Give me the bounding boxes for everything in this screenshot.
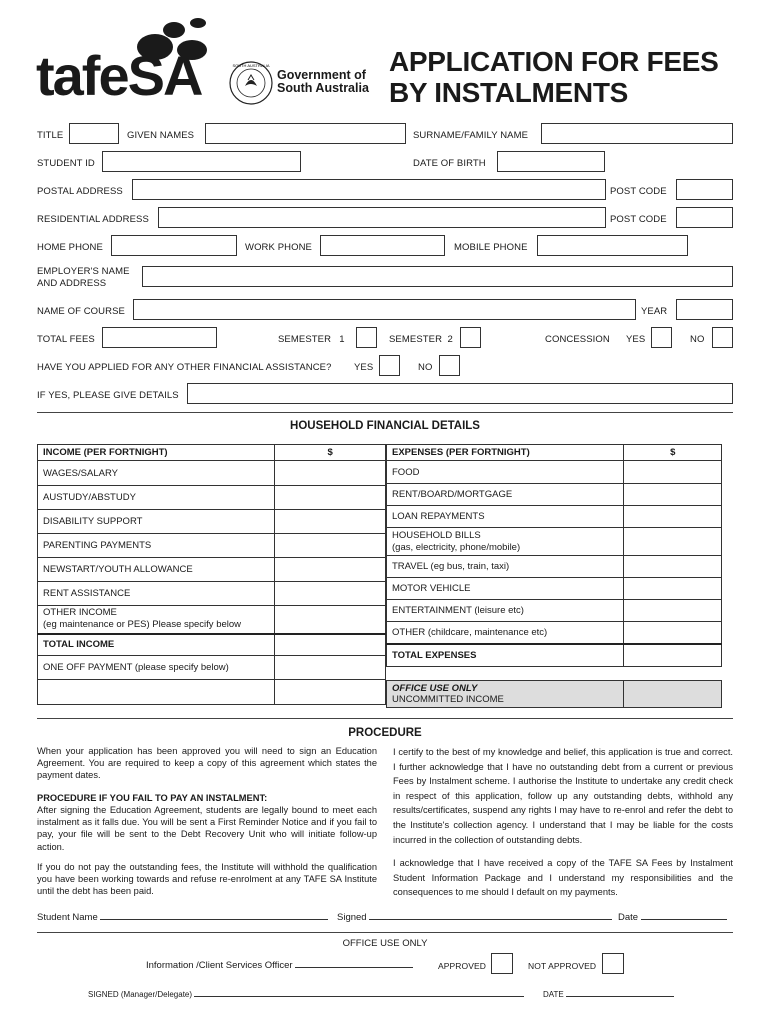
expenses-header: EXPENSES (PER FORTNIGHT) — [387, 445, 624, 461]
table-row — [387, 600, 722, 622]
assistance-yes-checkbox[interactable] — [379, 355, 400, 376]
given-names-field[interactable] — [205, 123, 406, 144]
date-label: Date — [618, 912, 639, 923]
table-row — [38, 606, 386, 634]
mobile-phone-label: MOBILE PHONE — [454, 242, 528, 253]
income-label: RENT ASSISTANCE — [38, 582, 275, 606]
logo-text: tafeSA — [36, 44, 202, 107]
table-row — [387, 578, 722, 600]
income-label: PARENTING PAYMENTS — [38, 534, 275, 558]
postal-address-field[interactable] — [132, 179, 606, 200]
other-income-label — [38, 606, 275, 634]
surname-label: SURNAME/FAMILY NAME — [413, 130, 529, 141]
income-table — [37, 444, 386, 705]
date-line — [618, 912, 727, 923]
concession-no-checkbox[interactable] — [712, 327, 733, 348]
total-income-row — [38, 634, 386, 656]
expense-label: OTHER (childcare, maintenance etc) — [387, 622, 624, 644]
government-name — [277, 69, 369, 95]
table-row — [387, 528, 722, 556]
post-code-label: POST CODE — [610, 186, 667, 197]
table-row — [387, 622, 722, 644]
procedure-left-p2: After signing the Education Agreement, students are legally bound to meet each instalment as it falls due. You will be sent a First Reminder Notice and if you fail to pay, your file will be sent to the Debt Recovery Unit who will initiate follow-up action. — [37, 805, 377, 852]
income-label: NEWSTART/YOUTH ALLOWANCE — [38, 558, 275, 582]
expense-amount-field[interactable] — [624, 528, 722, 556]
signature-field[interactable] — [369, 919, 612, 920]
procedure-left-p3: If you do not pay the outstanding fees, the Institute will withhold the qualification you have been working towards and refuse re-enrolment at any TAFE SA Institute until the debt has been paid. — [37, 862, 377, 897]
procedure-right-p1: I certify to the best of my knowledge and belief, this application is true and correct. I further acknowledge that I have no outstanding debt from a current or previous Fees by Instalment scheme. I authorise the Institute to undertake any credit check in respect of this application, follow up any outstanding debts, withhold any results/certificates, suspend any rights I may have to re-enrol and refer the debt to the Institute's collection agency. I understand that I may be liable for the costs incurred in the collection of outstanding debts. — [393, 747, 733, 845]
title-field[interactable] — [69, 123, 119, 144]
expense-label: FOOD — [387, 461, 624, 484]
assistance-no-checkbox[interactable] — [439, 355, 460, 376]
income-label: WAGES/SALARY — [38, 461, 275, 486]
expense-label: TRAVEL (eg bus, train, taxi) — [387, 556, 624, 578]
concession-yes-label: YES — [626, 334, 646, 345]
total-expenses-label: TOTAL EXPENSES — [387, 644, 624, 667]
office-use-label — [387, 681, 624, 708]
officer-field[interactable] — [295, 967, 413, 968]
expense-label: ENTERTAINMENT (leisure etc) — [387, 600, 624, 622]
expense-label: MOTOR VEHICLE — [387, 578, 624, 600]
table-row — [38, 656, 386, 680]
post-code2-label: POST CODE — [610, 214, 667, 225]
student-name-label: Student Name — [37, 912, 98, 923]
table-row — [38, 558, 386, 582]
procedure-heading: PROCEDURE — [348, 727, 422, 739]
expense-amount-field[interactable] — [624, 556, 722, 578]
sa-government-seal-icon — [228, 60, 274, 106]
income-header: INCOME (PER FORTNIGHT) — [38, 445, 275, 461]
gov-line1: Government of — [277, 68, 366, 82]
post-code-field[interactable] — [676, 179, 733, 200]
expenses-table — [386, 444, 722, 667]
manager-signed-label: SIGNED (Manager/Delegate) — [88, 990, 193, 999]
income-amount-field[interactable] — [275, 680, 386, 705]
income-label: AUSTUDY/ABSTUDY — [38, 486, 275, 510]
title-line2: BY INSTALMENTS — [389, 77, 628, 108]
logo-dot — [190, 18, 206, 28]
concession-yes-checkbox[interactable] — [651, 327, 672, 348]
table-row — [38, 486, 386, 510]
semester1-checkbox[interactable] — [356, 327, 377, 348]
expenses-header-row — [387, 445, 722, 461]
one-off-label: ONE OFF PAYMENT (please specify below) — [38, 656, 275, 680]
income-header-row — [38, 445, 386, 461]
concession-label: CONCESSION — [545, 334, 610, 345]
title-label: TITLE — [37, 130, 64, 141]
manager-date-field[interactable] — [566, 996, 674, 997]
student-id-label: STUDENT ID — [37, 158, 95, 169]
manager-signed-line — [88, 990, 524, 999]
page-title — [389, 46, 719, 108]
residential-address-field[interactable] — [158, 207, 606, 228]
one-off-amount-field[interactable] — [275, 656, 386, 680]
household-heading: HOUSEHOLD FINANCIAL DETAILS — [290, 420, 480, 432]
section-divider — [37, 932, 733, 933]
section-divider — [37, 718, 733, 719]
other-income-line1: OTHER INCOME — [43, 607, 117, 619]
dob-field[interactable] — [497, 151, 605, 172]
student-id-field[interactable] — [102, 151, 301, 172]
income-label: DISABILITY SUPPORT — [38, 510, 275, 534]
expense-amount-field[interactable] — [624, 461, 722, 484]
bills-line2: (gas, electricity, phone/mobile) — [392, 541, 521, 553]
post-code2-field[interactable] — [676, 207, 733, 228]
income-amount-field[interactable] — [275, 558, 386, 582]
details-label: IF YES, PLEASE GIVE DETAILS — [37, 390, 179, 401]
expenses-currency: $ — [624, 445, 722, 461]
total-fees-field[interactable] — [102, 327, 217, 348]
expense-label: RENT/BOARD/MORTGAGE — [387, 484, 624, 506]
expense-amount-field[interactable] — [624, 578, 722, 600]
office-use-row — [387, 681, 722, 708]
one-off-details-field[interactable] — [38, 680, 275, 705]
signed-label: Signed — [337, 912, 367, 923]
officer-label: Information /Client Services Officer — [146, 960, 293, 971]
semester1-label: SEMESTER 1 — [278, 334, 345, 345]
income-currency: $ — [275, 445, 386, 461]
not-approved-label: NOT APPROVED — [528, 961, 597, 971]
course-label: NAME OF COURSE — [37, 306, 125, 317]
bills-line1: HOUSEHOLD BILLS — [392, 529, 481, 541]
procedure-left-heading: PROCEDURE IF YOU FAIL TO PAY AN INSTALMENT: — [37, 793, 268, 803]
income-amount-field[interactable] — [275, 534, 386, 558]
seal-text: SOUTH AUSTRALIA — [232, 63, 270, 68]
year-field[interactable] — [676, 299, 733, 320]
total-income-field[interactable] — [275, 634, 386, 656]
expense-amount-field[interactable] — [624, 600, 722, 622]
income-amount-field[interactable] — [275, 461, 386, 486]
assistance-question: HAVE YOU APPLIED FOR ANY OTHER FINANCIAL ASSISTANCE? — [37, 362, 332, 373]
expense-amount-field[interactable] — [624, 622, 722, 644]
total-expenses-field[interactable] — [624, 644, 722, 667]
manager-signature-field[interactable] — [194, 996, 524, 997]
table-row — [387, 484, 722, 506]
uncommitted-income-label: UNCOMMITTED INCOME — [392, 694, 504, 705]
section-divider — [37, 412, 733, 413]
assistance-yes-label: YES — [354, 362, 374, 373]
employer-label — [37, 266, 130, 290]
employer-line1: EMPLOYER'S NAME — [37, 266, 130, 277]
table-row — [387, 556, 722, 578]
expense-amount-field[interactable] — [624, 484, 722, 506]
details-field[interactable] — [187, 383, 733, 404]
approved-label: APPROVED — [438, 961, 487, 971]
dob-label: DATE OF BIRTH — [413, 158, 486, 169]
table-row — [38, 582, 386, 606]
employer-field[interactable] — [142, 266, 733, 287]
office-use-heading: OFFICE USE ONLY — [342, 938, 428, 949]
table-row — [387, 506, 722, 528]
office-use-title: OFFICE USE ONLY — [392, 683, 478, 694]
manager-date-line — [543, 990, 674, 999]
income-amount-field[interactable] — [275, 582, 386, 606]
table-row — [38, 510, 386, 534]
officer-line — [146, 960, 413, 971]
uncommitted-income-field — [624, 681, 722, 708]
course-field[interactable] — [133, 299, 636, 320]
procedure-left-p1: When your application has been approved you will need to sign an Education Agreement. You are required to keep a copy of this agreement which states the payment dates. — [37, 746, 377, 781]
office-use-table — [386, 680, 722, 708]
postal-address-label: POSTAL ADDRESS — [37, 186, 123, 197]
expense-amount-field[interactable] — [624, 506, 722, 528]
income-amount-field[interactable] — [275, 510, 386, 534]
student-name-line — [37, 912, 328, 923]
home-phone-field[interactable] — [111, 235, 237, 256]
expense-label: LOAN REPAYMENTS — [387, 506, 624, 528]
employer-line2: AND ADDRESS — [37, 278, 107, 289]
title-line1: APPLICATION FOR FEES — [389, 46, 719, 77]
approved-checkbox[interactable] — [491, 953, 513, 974]
student-name-field[interactable] — [100, 919, 328, 920]
procedure-right-p2: I acknowledge that I have received a copy of the TAFE SA Fees by Instalment Student Information Package and I understand my responsibilities and the consequences to me should I default on my payments. — [393, 858, 733, 898]
manager-date-label: DATE — [543, 990, 564, 999]
semester2-label: SEMESTER 2 — [389, 334, 453, 345]
work-phone-field[interactable] — [320, 235, 445, 256]
bills-label — [387, 528, 624, 556]
given-names-label: GIVEN NAMES — [127, 130, 195, 141]
semester2-checkbox[interactable] — [460, 327, 481, 348]
logo-dot — [163, 22, 185, 38]
table-row — [38, 534, 386, 558]
income-amount-field[interactable] — [275, 486, 386, 510]
concession-no-label: NO — [690, 334, 705, 345]
not-approved-checkbox[interactable] — [602, 953, 624, 974]
gov-line2: South Australia — [277, 81, 369, 95]
home-phone-label: HOME PHONE — [37, 242, 103, 253]
total-expenses-row — [387, 644, 722, 667]
surname-field[interactable] — [541, 123, 733, 144]
assistance-no-label: NO — [418, 362, 433, 373]
total-fees-label: TOTAL FEES — [37, 334, 95, 345]
signed-line — [337, 912, 612, 923]
year-label: YEAR — [641, 306, 668, 317]
date-field[interactable] — [641, 919, 727, 920]
residential-address-label: RESIDENTIAL ADDRESS — [37, 214, 149, 225]
table-row — [38, 680, 386, 705]
table-row — [387, 461, 722, 484]
total-income-label: TOTAL INCOME — [38, 634, 275, 656]
other-income-line2: (eg maintenance or PES) Please specify below — [43, 619, 242, 631]
mobile-phone-field[interactable] — [537, 235, 688, 256]
income-amount-field[interactable] — [275, 606, 386, 634]
table-row — [38, 461, 386, 486]
work-phone-label: WORK PHONE — [245, 242, 312, 253]
